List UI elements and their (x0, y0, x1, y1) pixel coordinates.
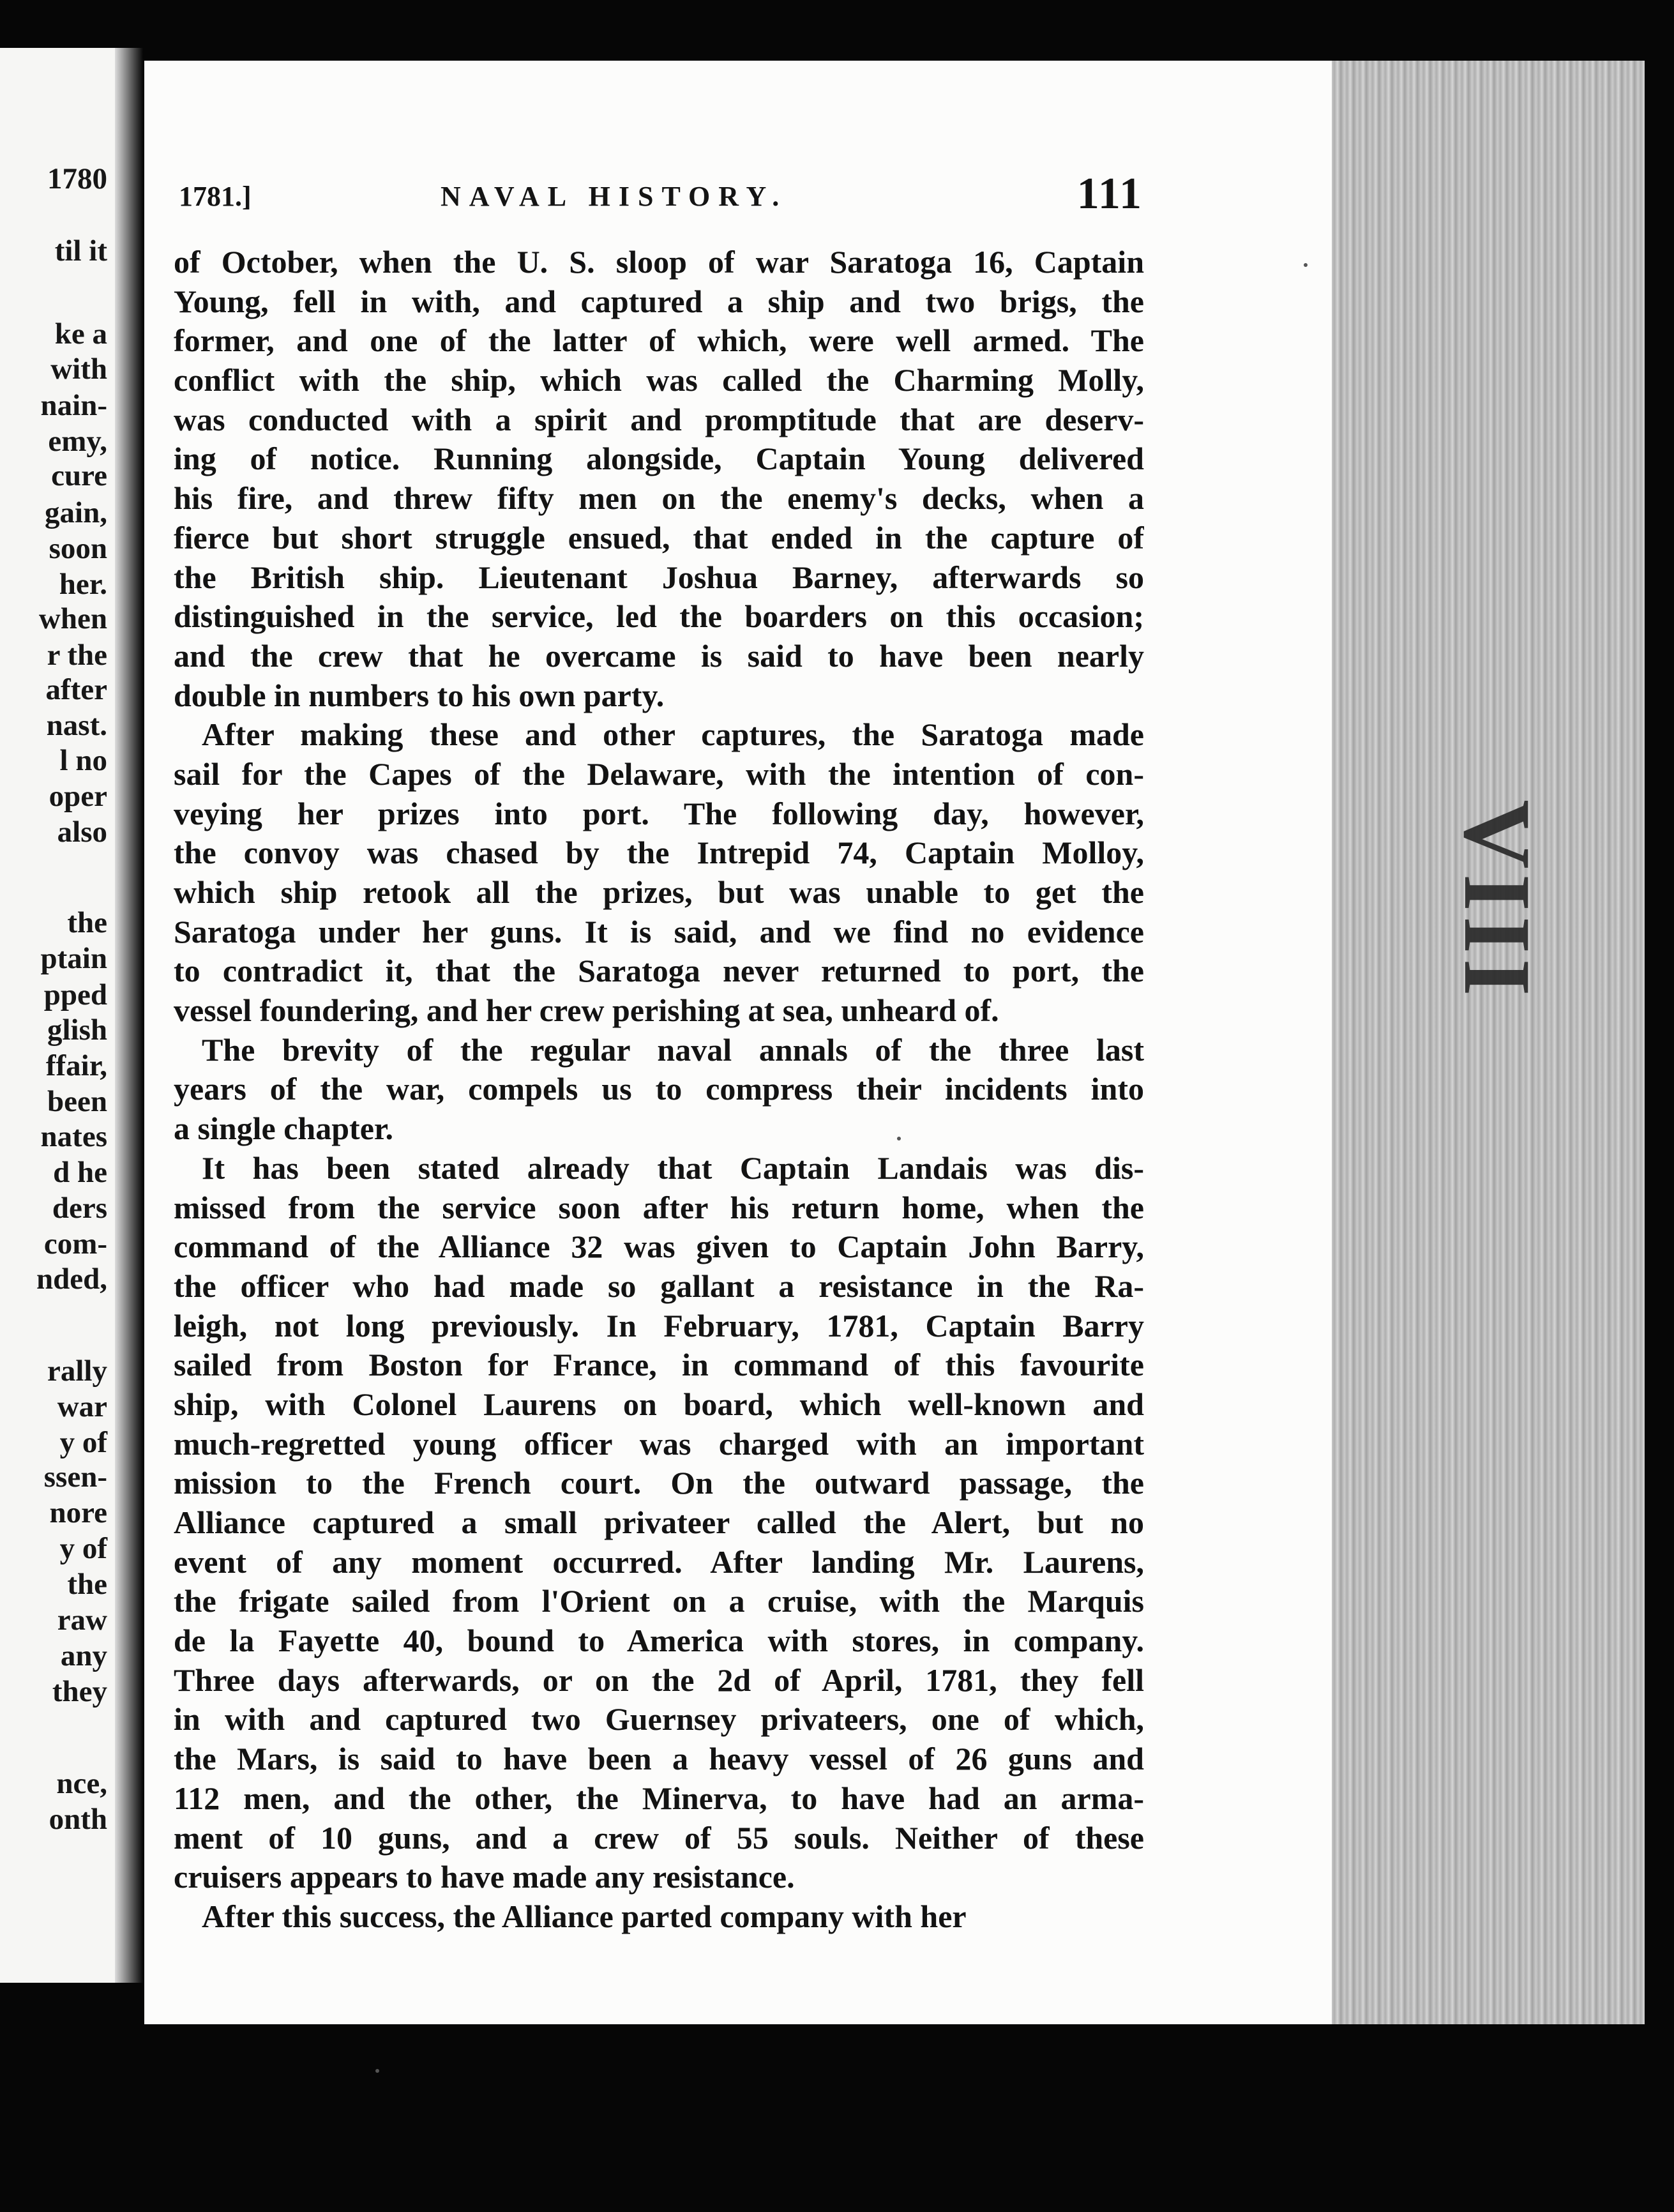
left-page-text-fragment: cure (51, 459, 107, 492)
left-page-text-fragment: nce, (56, 1767, 107, 1800)
left-page-text-fragment: d he (53, 1156, 107, 1189)
text-line: in with and captured two Guernsey privateers, one of which, (174, 1701, 1144, 1738)
left-page-text-fragment: any (60, 1639, 107, 1672)
left-page-text-fragment: ke a (54, 317, 107, 351)
text-line: the convoy was chased by the Intrepid 74, Captain Molloy, (174, 835, 1144, 871)
left-page-text-fragment: r the (47, 639, 107, 672)
left-page-text-fragment: nast. (46, 709, 107, 742)
text-line: double in numbers to his own party. (174, 677, 665, 713)
text-line: After making these and other captures, the Saratoga made (202, 716, 1144, 753)
left-page-text-fragment: l no (59, 744, 107, 777)
paragraph (174, 1149, 1144, 1897)
paragraph (174, 715, 1144, 1031)
left-page-text-fragment: emy, (48, 425, 107, 458)
left-page-text-fragment: nded, (36, 1262, 107, 1296)
text-line: distinguished in the service, led the boarders on this occasion; (174, 598, 1144, 635)
text-line: event of any moment occurred. After landing Mr. Laurens, (174, 1543, 1144, 1580)
text-line: ment of 10 guns, and a crew of 55 souls. Neither of these (174, 1819, 1144, 1856)
text-line: former, and one of the latter of which, were well armed. The (174, 322, 1144, 359)
text-line: After this success, the Alliance parted company with her (202, 1898, 967, 1934)
text-line: Saratoga under her guns. It is said, and we find no evidence (174, 913, 1144, 950)
left-page-text-fragment: with (50, 352, 107, 386)
left-page-text-fragment: pped (43, 978, 107, 1011)
left-page-text-fragment: ptain (40, 942, 107, 975)
print-speck (1304, 263, 1308, 267)
text-line: his fire, and threw fifty men on the enemy's decks, when a (174, 480, 1144, 517)
left-page-text-fragment: y of (59, 1532, 107, 1565)
page-title: NAVAL HISTORY. (441, 181, 788, 212)
text-line: Alliance captured a small privateer called the Alert, but no (174, 1504, 1144, 1540)
book-gutter (115, 48, 143, 1983)
paragraph (174, 1897, 1144, 1937)
paragraph (174, 243, 1144, 715)
text-line: fierce but short struggle ensued, that ended in the capture of (174, 519, 1144, 556)
text-line: ship, with Colonel Laurens on board, which well-known and (174, 1386, 1144, 1422)
text-line: command of the Alliance 32 was given to Captain John Barry, (174, 1229, 1144, 1265)
page-number: 111 (1076, 169, 1143, 218)
edge-stamp-text: VIII (1444, 799, 1550, 1001)
left-page-text-fragment: oper (49, 780, 107, 813)
left-page-text-fragment: her. (59, 568, 107, 601)
left-page-text-fragment: rally (47, 1354, 107, 1388)
text-line: much-regretted young officer was charged with an important (174, 1425, 1144, 1462)
text-line: sail for the Capes of the Delaware, with the intention of con- (174, 755, 1144, 792)
text-line: missed from the service soon after his return home, when the (174, 1189, 1144, 1225)
left-page-text-fragment: glish (47, 1013, 107, 1047)
left-page-text-fragment: nates (40, 1120, 107, 1153)
text-line: Young, fell in with, and captured a ship and two brigs, the (174, 283, 1144, 319)
text-line: veying her prizes into port. The following day, however, (174, 795, 1144, 831)
left-page-text-fragment: raw (57, 1603, 107, 1637)
body-text (174, 243, 1144, 1937)
text-line: which ship retook all the prizes, but was unable to get the (174, 874, 1144, 910)
text-line: ing of notice. Running alongside, Captain Young delivered (174, 441, 1144, 477)
page-fore-edge (1332, 61, 1645, 2024)
left-page-text-fragment: onth (49, 1803, 107, 1836)
print-speck (897, 1137, 901, 1140)
paragraph (174, 1031, 1144, 1149)
text-line: conflict with the ship, which was called the Charming Molly, (174, 362, 1144, 398)
text-line: It has been stated already that Captain Landais was dis- (202, 1149, 1144, 1186)
text-line: Three days afterwards, or on the 2d of April, 1781, they fell (174, 1662, 1144, 1698)
text-line: The brevity of the regular naval annals of the three last (202, 1031, 1144, 1068)
text-line: the frigate sailed from l'Orient on a cruise, with the Marquis (174, 1583, 1144, 1619)
left-page-text-fragment: they (52, 1675, 107, 1708)
left-page-text-fragment: also (57, 815, 107, 849)
left-page-text-fragment: ssen- (43, 1460, 107, 1494)
text-line: a single chapter. (174, 1110, 393, 1147)
left-page-text-fragment: when (38, 602, 107, 635)
left-page-text-fragment: war (57, 1390, 107, 1423)
left-page-text-fragment: nore (49, 1496, 107, 1529)
edge-stamp (1433, 785, 1561, 1015)
text-line: de la Fayette 40, bound to America with stores, in company. (174, 1623, 1144, 1659)
text-line: the Mars, is said to have been a heavy vessel of 26 guns and (174, 1741, 1144, 1777)
text-line: the officer who had made so gallant a resistance in the Ra- (174, 1268, 1144, 1304)
left-page-text-fragment: ffair, (45, 1049, 107, 1082)
text-line: leigh, not long previously. In February, 1781, Captain Barry (174, 1307, 1144, 1344)
print-speck (375, 2069, 379, 2073)
left-page-text-fragment: nain- (40, 389, 107, 422)
left-page-text-fragment: the (67, 1568, 107, 1601)
left-page-text-fragment: soon (49, 532, 107, 565)
text-line: vessel foundering, and her crew perishing at sea, unheard of. (174, 992, 999, 1029)
text-line: cruisers appears to have made any resistance. (174, 1859, 795, 1895)
text-line: of October, when the U. S. sloop of war Saratoga 16, Captain (174, 244, 1144, 280)
left-page-text-fragment: been (47, 1085, 107, 1118)
text-line: 112 men, and the other, the Minerva, to have had an arma- (174, 1780, 1144, 1816)
text-line: years of the war, compels us to compress their incidents into (174, 1071, 1144, 1107)
left-page-text-fragment: til it (54, 234, 107, 268)
left-page-text-fragment: gain, (45, 496, 107, 529)
text-line: mission to the French court. On the outward passage, the (174, 1465, 1144, 1501)
left-page-text-fragment: y of (59, 1426, 107, 1459)
left-page-text-fragment: com- (43, 1227, 107, 1261)
text-line: to contradict it, that the Saratoga never returned to port, the (174, 953, 1144, 989)
running-head (179, 161, 1143, 218)
text-line: was conducted with a spirit and promptitude that are deserv- (174, 401, 1144, 437)
left-page-text-fragment: 1780 (47, 162, 107, 195)
left-page-fragment (0, 48, 115, 1983)
header-date: 1781.] (179, 181, 252, 212)
text-line: the British ship. Lieutenant Joshua Barney, afterwards so (174, 559, 1144, 595)
left-page-text-fragment: after (45, 673, 107, 706)
left-page-text-fragment: the (67, 906, 107, 939)
text-line: and the crew that he overcame is said to have been nearly (174, 637, 1144, 674)
left-page-text-fragment: ders (52, 1192, 107, 1225)
text-line: sailed from Boston for France, in command of this favourite (174, 1347, 1144, 1383)
